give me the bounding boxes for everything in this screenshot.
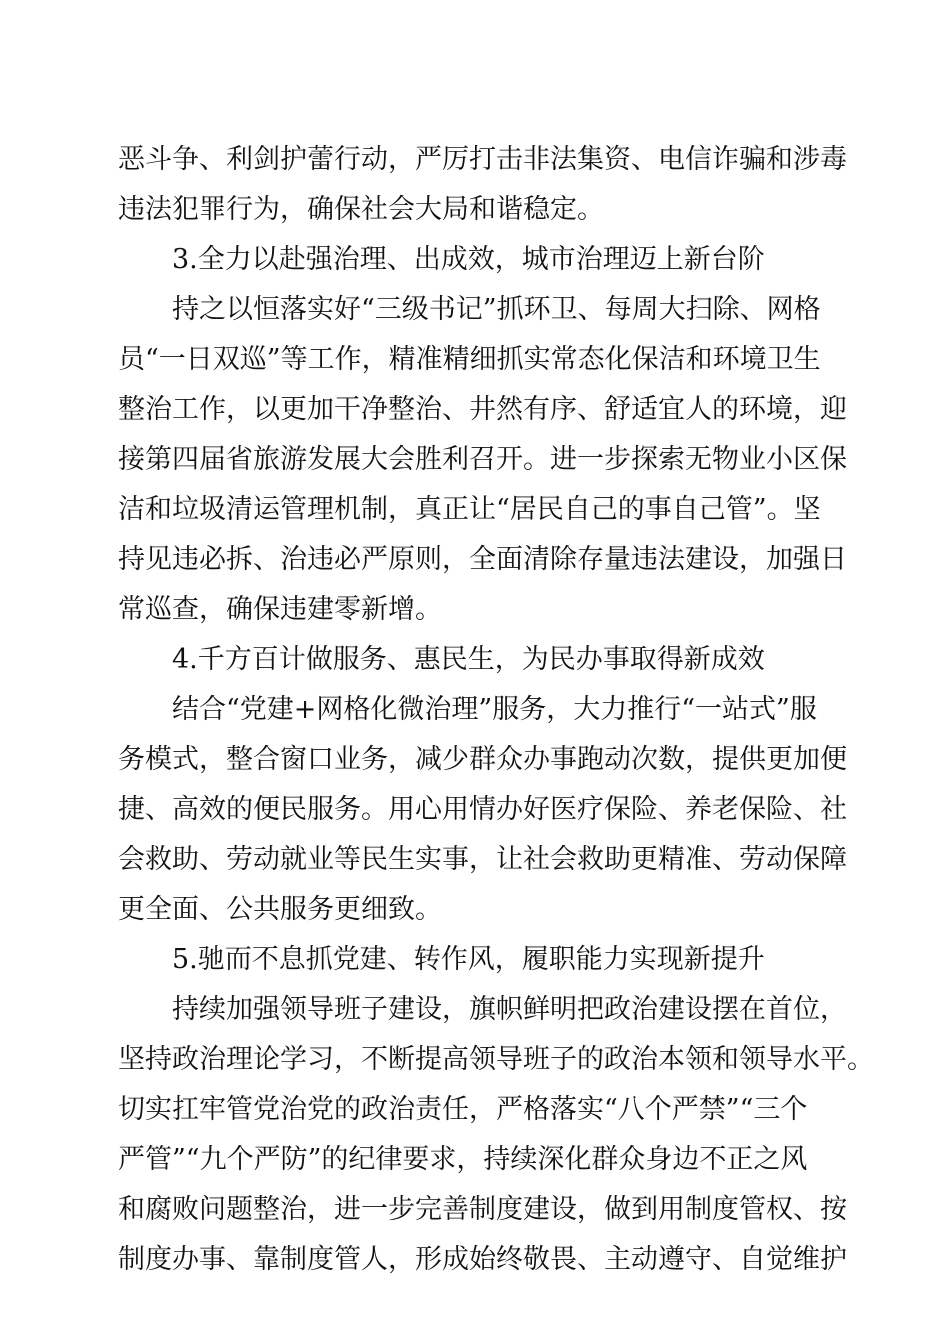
body-line: 更全面、公共服务更细致。 bbox=[118, 894, 442, 925]
body-line: 务模式，整合窗口业务，减少群众办事跑动次数，提供更加便 bbox=[118, 744, 847, 775]
body-line: 常巡查，确保违建零新增。 bbox=[118, 594, 442, 625]
body-line: 洁和垃圾清运管理机制，真正让“居民自己的事自己管”。坚 bbox=[118, 494, 821, 525]
body-line: 恶斗争、利剑护蕾行动，严厉打击非法集资、电信诈骗和涉毒 bbox=[118, 144, 847, 175]
body-line: 严管”“九个严防”的纪律要求，持续深化群众身边不正之风 bbox=[118, 1144, 808, 1175]
body-line: 整治工作，以更加干净整治、井然有序、舒适宜人的环境，迎 bbox=[118, 394, 847, 425]
body-line: 结合“党建+网格化微治理”服务，大力推行“一站式”服 bbox=[172, 694, 817, 725]
section-heading-3: 3.全力以赴强治理、出成效，城市治理迈上新台阶 bbox=[172, 244, 765, 275]
body-line: 切实扛牢管党治党的政治责任，严格落实“八个严禁”“三个 bbox=[118, 1094, 808, 1125]
body-line: 违法犯罪行为，确保社会大局和谐稳定。 bbox=[118, 194, 604, 225]
body-line: 持续加强领导班子建设，旗帜鲜明把政治建设摆在首位， bbox=[172, 994, 847, 1025]
body-line: 持之以恒落实好“三级书记”抓环卫、每周大扫除、网格 bbox=[172, 294, 821, 325]
body-line: 接第四届省旅游发展大会胜利召开。进一步探索无物业小区保 bbox=[118, 444, 847, 475]
body-line: 制度办事、靠制度管人，形成始终敬畏、主动遵守、自觉维护 bbox=[118, 1244, 847, 1275]
body-line: 坚持政治理论学习，不断提高领导班子的政治本领和领导水平。 bbox=[118, 1044, 874, 1075]
body-line: 持见违必拆、治违必严原则，全面清除存量违法建设，加强日 bbox=[118, 544, 847, 575]
section-heading-5: 5.驰而不息抓党建、转作风，履职能力实现新提升 bbox=[172, 944, 765, 975]
body-line: 和腐败问题整治，进一步完善制度建设，做到用制度管权、按 bbox=[118, 1194, 847, 1225]
body-line: 会救助、劳动就业等民生实事，让社会救助更精准、劳动保障 bbox=[118, 844, 847, 875]
section-heading-4: 4.千方百计做服务、惠民生，为民办事取得新成效 bbox=[172, 644, 765, 675]
body-line: 捷、高效的便民服务。用心用情办好医疗保险、养老保险、社 bbox=[118, 794, 847, 825]
body-line: 员“一日双巡”等工作，精准精细抓实常态化保洁和环境卫生 bbox=[118, 344, 821, 375]
